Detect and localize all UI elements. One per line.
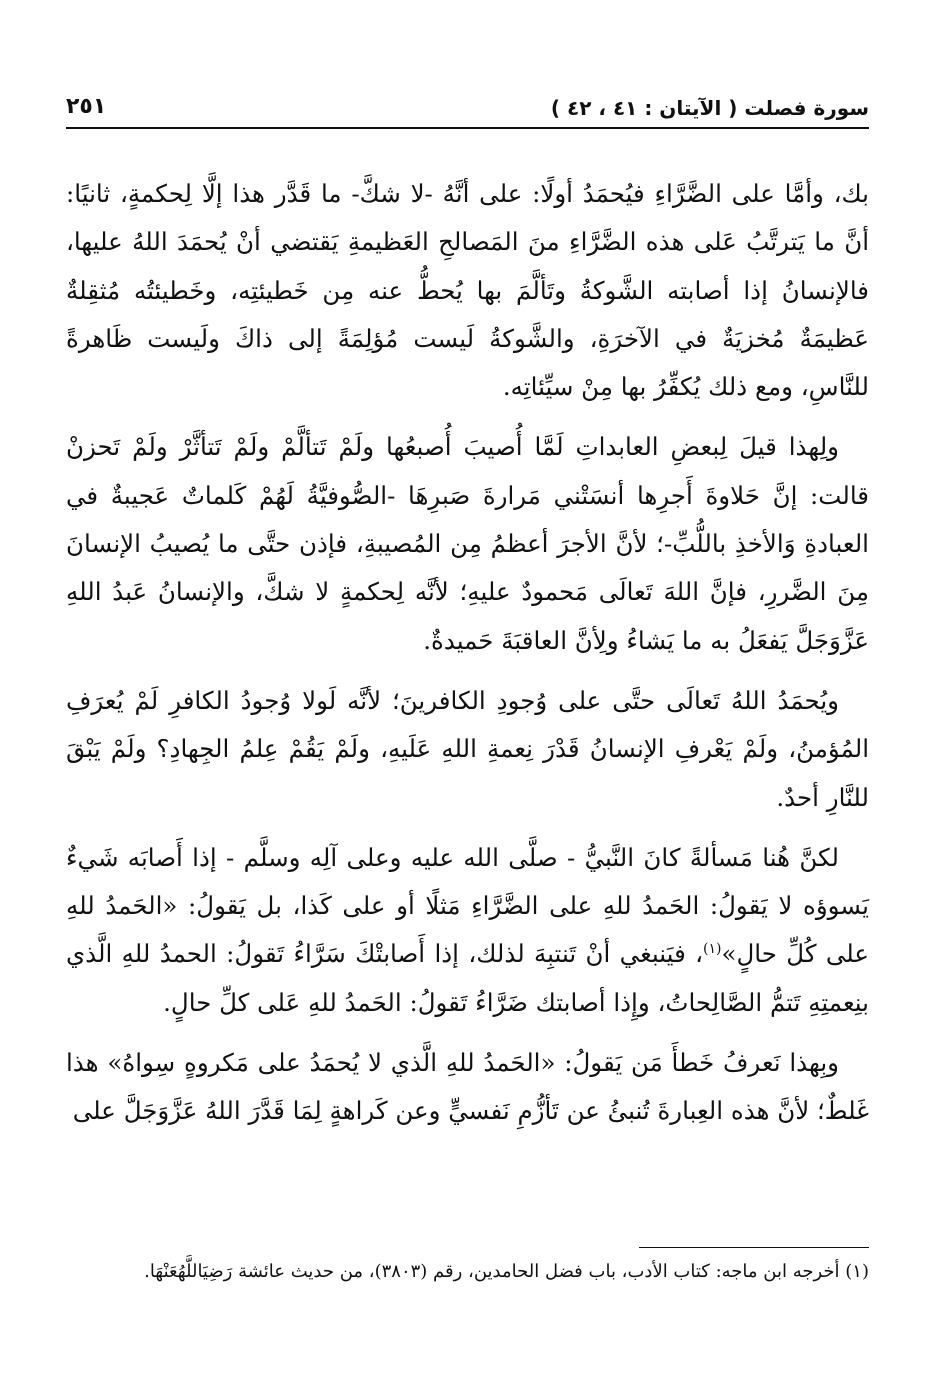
page-header bbox=[66, 92, 869, 126]
footnote-reference[interactable]: (١) bbox=[703, 941, 722, 958]
body-text bbox=[66, 170, 869, 1148]
running-title: سورة فصلت ( الآيتان : ٤١ ، ٤٢ ) bbox=[550, 96, 869, 120]
paragraph-3: ويُحمَدُ اللهُ تَعالَى حتَّى على وُجودِ الكافرينَ؛ لأنَّه لَولا وُجودُ الكافرِ لَمْ يُعرَفِ المُؤمنُ، ولَمْ يَعْرفِ الإنسانُ قَدْرَ نِعمةِ اللهِ عَلَيهِ، ولَمْ يَقُمْ عِلمُ الجِهادِ؟ ولَمْ يَبْقَ للنَّارِ أحدٌ. bbox=[66, 685, 869, 812]
footnote-rule bbox=[639, 1247, 869, 1248]
page-number: ٢٥١ bbox=[66, 94, 107, 119]
header-rule bbox=[66, 127, 869, 129]
paragraph-4 bbox=[66, 834, 869, 1027]
paragraph-1: بك، وأمَّا على الضَّرَّاءِ فيُحمَدُ أولًا: على أنَّهُ -لا شكَّ- ما قَدَّر هذا إلَّا لِحكمةٍ، ثانيًا: أنَّ ما يَترتَّبُ عَلى هذه الضَّرَّاءِ منَ المَصالحِ العَظيمةِ يَقتضي أنْ يُحمَدَ اللهُ عليها، فالإنسانُ إذا أصابته الشَّوكةُ وتَألَّمَ بها يُحطُّ عنه مِن خَطيئتِه، وخَطيئتُه مُثقِلةٌ عَظيمَةٌ مُخزيَةٌ في الآخرَةِ، والشَّوكةُ لَيست مُؤلِمَةً إلى ذاكَ ولَيست ظَاهرةً للنَّاسِ، ومع ذلك يُكفِّرُ بها مِنْ سيِّئاتِه. bbox=[66, 179, 869, 402]
paragraph-5: وبِهذا نَعرفُ خَطأَ مَن يَقولُ: «الحَمدُ للهِ الَّذي لا يُحمَدُ على مَكروهٍ سِواهُ» هذا غَلطٌ؛ لأنَّ هذه العِبارةَ تُنبئُ عن تَأزُّمِ نَفسيٍّ وعن كَراهةٍ لِمَا قَدَّرَ اللهُ عَزَّوَجَلَّ على bbox=[66, 1048, 869, 1126]
paragraph-4-text-after: ، فيَنبغي أنْ تَنتبِهَ لذلك، إذا أَصابتْكَ سَرَّاءُ تَقولُ: الحمدُ للهِ الَّذي بنِعمتِهِ تَتمُّ الصَّالِحاتُ، وإِذا أصابتك ضَرَّاءُ تَقولُ: الحَمدُ للهِ عَلى كلِّ حالٍ. bbox=[66, 939, 869, 1017]
paragraph-2: ولِهذا قيلَ لِبعضِ العابداتِ لَمَّا أُصيبَ أُصبعُها ولَمْ تَتألَّمْ ولَمْ تَتأثَّرْ ولَمْ تَحزنْ قالت: إنَّ حَلاوةَ أَجرِها أنسَتْني مَرارةَ صَبرِهَا -الصُّوفيَّةُ لَهُمْ كَلماتٌ عَجيبةٌ في العبادةِ وَالأخذِ باللُّبِّ-؛ لأنَّ الأجرَ أعظمُ مِن المُصيبةِ، فإذن حتَّى ما يُصيبُ الإنسانَ مِنَ الضَّررِ، فإنَّ اللهَ تَعالَى مَحمودٌ عليهِ؛ لأنَّه لِحكمةٍ لا شكَّ، والإنسانُ عَبدُ اللهِ عَزَّوَجَلَّ يَفعَلُ به ما يَشاءُ ولِأنَّ العاقبَةَ حَميدةٌ. bbox=[66, 432, 869, 655]
footnote: (١) أخرجه ابن ماجه: كتاب الأدب، باب فضل الحامدين، رقم (٣٨٠٣)، من حديث عائشة رَضِيَاللَّهُعَنْهَا. bbox=[144, 1261, 869, 1282]
paragraph-4-text-before: لكنَّ هُنا مَسألةً كانَ النَّبيُّ - صلَّى الله عليه وعلى آلِه وسلَّم - إذا أَصابَه شَيءٌ يَسوؤه لا يَقولُ: الحَمدُ للهِ على الضَّرَّاءِ مَثلًا أو على كَذا، بل يَقولُ: «الحَمدُ للهِ على كُلِّ حالٍ» bbox=[66, 842, 869, 969]
